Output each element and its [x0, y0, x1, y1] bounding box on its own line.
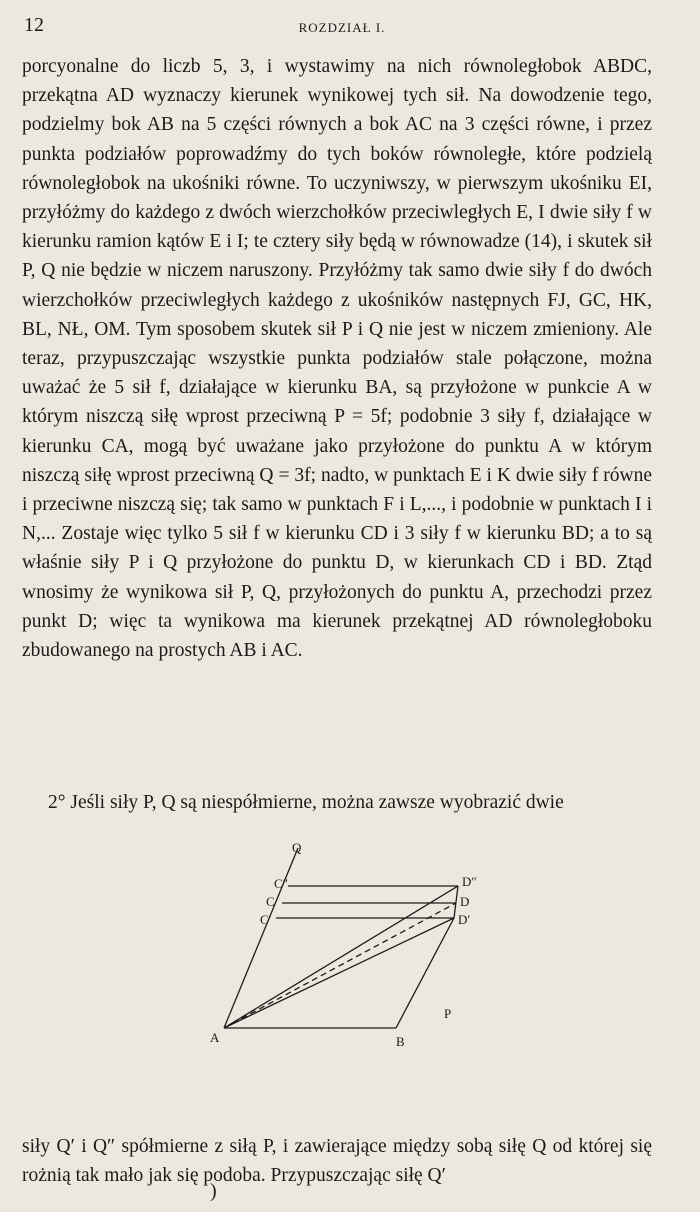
page-number: 12	[24, 14, 44, 36]
diagonal-ad	[224, 903, 456, 1028]
label-a: A	[210, 1030, 220, 1045]
paragraph-2: 2° Jeśli siły P, Q są niespółmierne, można zawsze wyobrazić dwie	[48, 791, 564, 813]
label-d: D	[460, 894, 470, 909]
paragraph-3: siły Q′ i Q″ spółmierne z siłą P, i zawierające między sobą siłę Q od której się rożnią tak mało jak się podoba. Przypuszczając siłę Q′	[22, 1135, 652, 1186]
label-q: Q	[292, 840, 302, 855]
parallelogram-figure	[200, 838, 500, 1058]
label-d1: D′	[458, 912, 471, 927]
label-c: C	[266, 894, 275, 909]
diagonal-ad2	[224, 886, 458, 1028]
diagonal-ad1	[224, 918, 454, 1028]
bottom-mark: )	[210, 1180, 217, 1202]
label-c2: C″	[274, 876, 289, 891]
running-head: ROZDZIAŁ I.	[298, 20, 386, 35]
page-header	[24, 14, 660, 40]
figure-svg	[200, 838, 500, 1058]
paragraph-1: porcyonalne do liczb 5, 3, i wystawimy na nich równoległobok ABDC, przekątna AD wyznaczy kierunek wynikowej tych sił. Na dowodzenie tego, podzielmy bok AB na 5 części równych a bok AC na 3 części równe, i przez punkta podziałów poprowadźmy do tych boków równoległe, które podzielą równoległobok na ukośniki równe. To uczyniwszy, w pierwszym ukośniku EI, przyłóżmy do każdego z dwóch wierzchołków przeciwległych E, I dwie siły f w kierunku ramion kątów E i I; te cztery siły będą w równowadze (14), i skutek sił P, Q nie będzie w niczem naruszony. Przyłóżmy tak samo dwie siły f do dwóch wierzchołków przeciwległych każdego z ukośników następnych FJ, GC, HK, BL, NŁ, OM. Tym sposobem skutek sił P i Q nie jest w niczem zmieniony. Ale teraz, przypuszczając wszystkie punkta podziałów stale połączone, można uważać że 5 sił f, działające w kierunku BA, są przyłożone w punkcie A w którym niszczą siłę wprost przeciwną P = 5f; podobnie 3 siły f, działające w kierunku CA, mogą być uważane jako przyłożone do punktu A w którym niszczą siłę wprost przeciwną Q = 3f; nadto, w punktach E i K dwie siły f równe i przeciwne niszczą się; tak samo w punktach F i L,..., i podobnie w punktach I i N,... Zostaje więc tylko 5 sił f w kierunku CD i 3 siły f w kierunku BD; a to są właśnie siły P i Q przyłożone do punktu D, w kierunkach CD i BD. Ztąd wnosimy że wynikowa sił P, Q, przyłożonych do punktu A, przechodzi przez punkt D; więc ta wynikowa ma kierunek przekątnej AD równoległoboku zbudowanego na prostych AB i AC.	[22, 56, 652, 662]
label-c1: C′	[260, 912, 272, 927]
label-d2: D″	[462, 874, 477, 889]
main-text	[22, 52, 652, 665]
label-b: B	[396, 1034, 405, 1049]
line-aq	[224, 848, 298, 1028]
label-p: P	[444, 1006, 452, 1021]
